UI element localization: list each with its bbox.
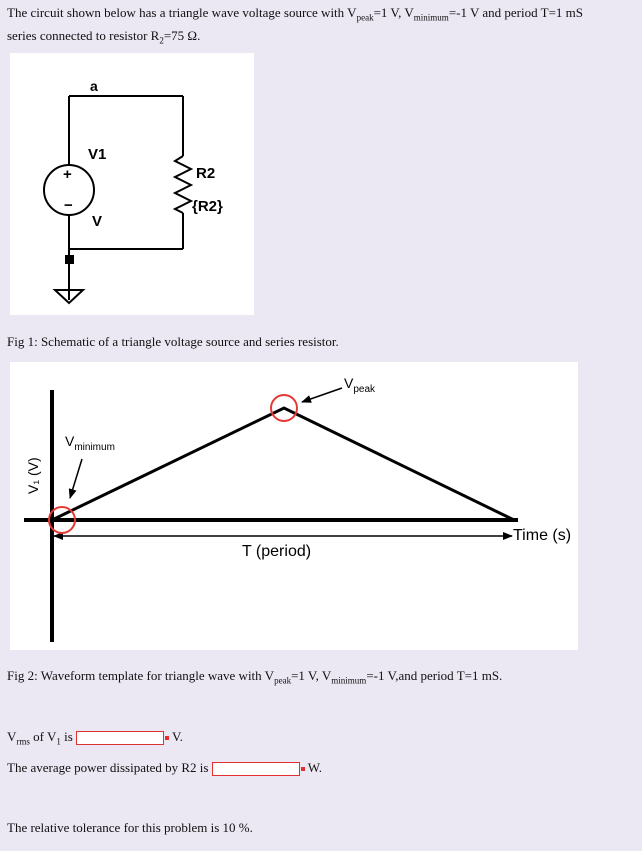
peak-label: $V_{peak}$ (344, 375, 376, 395)
waveform-svg (10, 362, 578, 650)
vrms-question: $V_{rms}$ of $V_1$ is V. (7, 729, 184, 747)
minus-sign: − (64, 197, 73, 214)
minimum-arrow (70, 459, 82, 498)
schematic-svg (10, 53, 254, 315)
fig1-caption: Fig 1: Schematic of a triangle voltage source and series resistor. (7, 334, 339, 349)
power-question: The average power dissipated by R2 is W. (7, 760, 323, 775)
power-unit: W. (307, 760, 323, 775)
period-label: T (period) (242, 543, 312, 560)
minimum-label: $V_{minimum}$ (65, 433, 115, 453)
source-name-label: V1 (88, 146, 107, 163)
intro-text: The circuit shown below has a triangle wave voltage source with $V_{peak}=1$ V, $V_{minimum}=-1$ V and period T=1 mS series connected to resistor $R_2=75$ Ω. (7, 5, 584, 46)
triangle-wave (52, 408, 514, 520)
resistor-name-label: R2 (196, 165, 216, 182)
ground-node (65, 255, 74, 264)
vrms-unit: V. (172, 729, 184, 744)
node-label: a (90, 78, 98, 94)
vrms-required-marker (165, 736, 169, 740)
plus-sign: + (63, 166, 72, 183)
power-required-marker (301, 767, 305, 771)
vrms-answer-input[interactable] (76, 731, 164, 745)
source-value-label: V (92, 213, 103, 230)
peak-arrow (302, 388, 342, 402)
y-axis-label: V₁ (V) (25, 457, 41, 494)
fig2-caption: Fig 2: Waveform template for triangle wave with $V_{peak}=1$ V, $V_{minimum}=-1$ V,and period T=1 mS. (7, 668, 503, 686)
schematic-figure (10, 53, 254, 315)
power-answer-input[interactable] (212, 762, 300, 776)
resistor-value-label: {R2} (192, 198, 223, 215)
x-axis-label: Time (s) (513, 527, 572, 544)
resistor-zigzag (175, 156, 191, 213)
waveform-figure (10, 362, 578, 650)
tolerance-note: The relative tolerance for this problem is 10 %. (7, 820, 253, 835)
